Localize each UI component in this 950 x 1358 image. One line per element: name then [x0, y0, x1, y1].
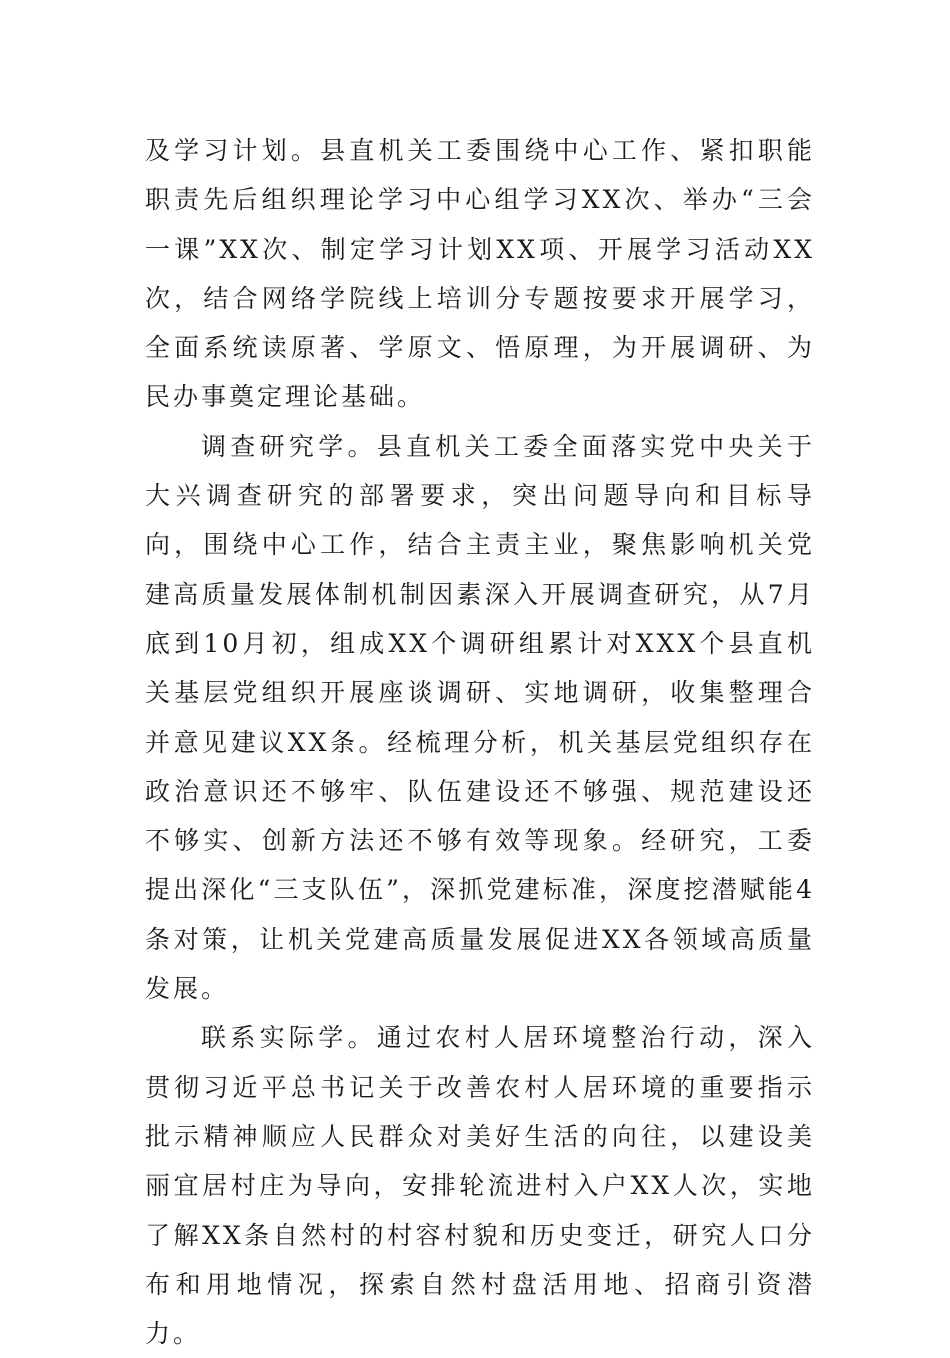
document-body: [145, 126, 815, 1358]
paragraph-research-study: 调查研究学。县直机关工委全面落实党中央关于大兴调查研究的部署要求，突出问题导向和目标导向，围绕中心工作，结合主责主业，聚焦影响机关党建高质量发展体制机制因素深入开展调查研究，从7月底到10月初，组成XX个调研组累计对XXX个县直机关基层党组织开展座谈调研、实地调研，收集整理合并意见建议XX条。经梳理分析，机关基层党组织存在政治意识还不够牢、队伍建设还不够强、规范建设还不够实、创新方法还不够有效等现象。经研究，工委提出深化“三支队伍”，深抓党建标准，深度挖潜赋能4条对策，让机关党建高质量发展促进XX各领域高质量发展。: [145, 431, 815, 1004]
paragraph-practice-study: 联系实际学。通过农村人居环境整治行动，深入贯彻习近平总书记关于改善农村人居环境的重要指示批示精神顺应人民群众对美好生活的向往，以建设美丽宜居村庄为导向，安排轮流进村入户XX人次，实地了解XX条自然村的村容村貌和历史变迁，研究人口分布和用地情况，探索自然村盘活用地、招商引资潜力。: [145, 1023, 815, 1349]
paragraph-study-plan: 及学习计划。县直机关工委围绕中心工作、紧扣职能职责先后组织理论学习中心组学习XX次、举办“三会一课”XX次、制定学习计划XX项、开展学习活动XX次，结合网络学院线上培训分专题按要求开展学习，全面系统读原著、学原文、悟原理，为开展调研、为民办事奠定理论基础。: [145, 136, 815, 412]
